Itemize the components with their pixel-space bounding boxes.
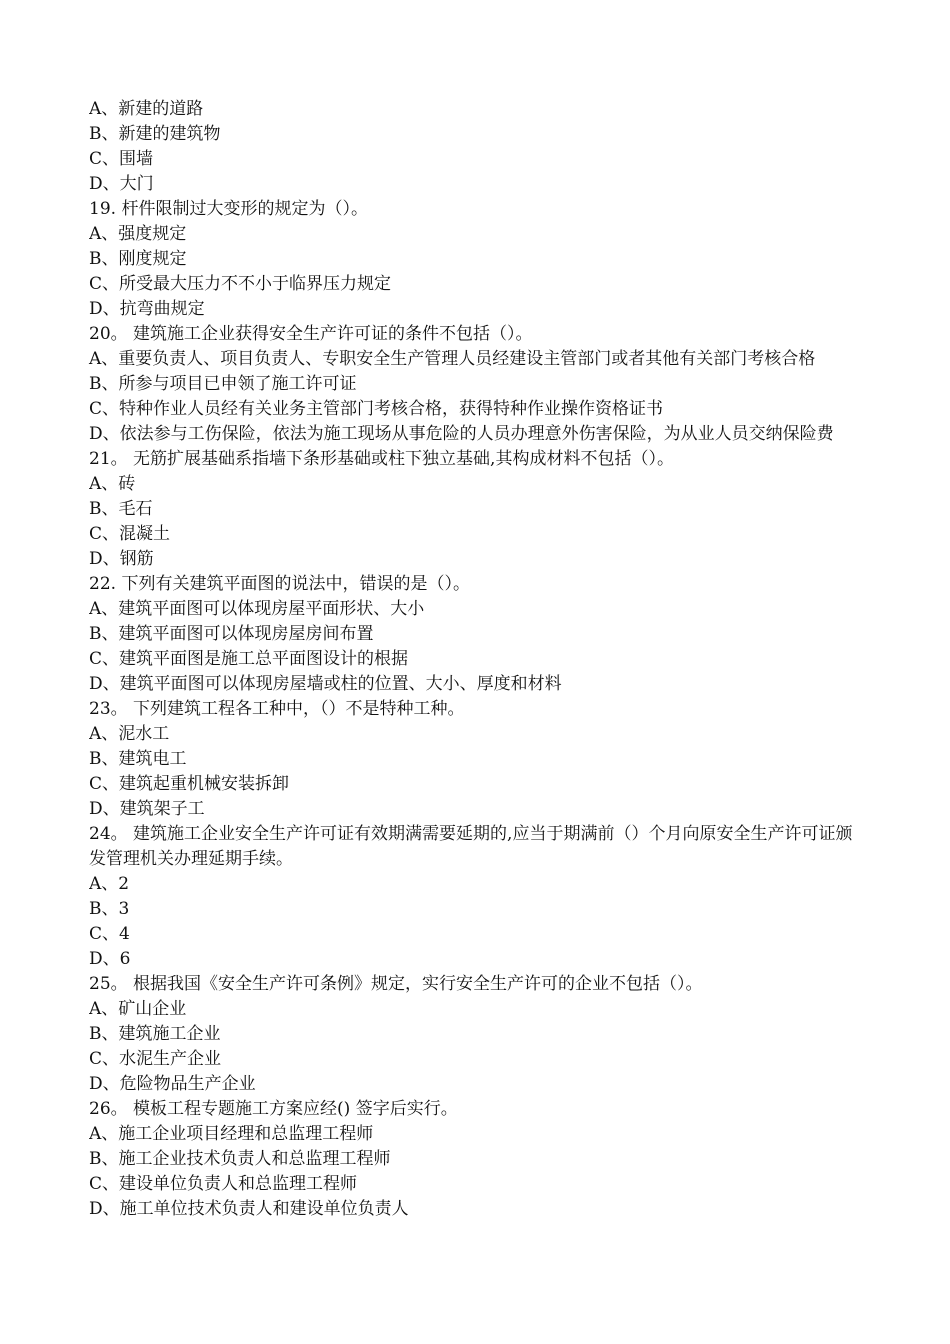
option-line: B、新建的建筑物 <box>89 124 221 144</box>
option-line: B、建筑电工 <box>89 749 187 769</box>
option-line: A、建筑平面图可以体现房屋平面形状、大小 <box>89 599 425 619</box>
question-25: 25。 根据我国《安全生产许可条例》规定，实行安全生产许可的企业不包括（）。 <box>89 974 703 994</box>
option-line: D、施工单位技术负责人和建设单位负责人 <box>89 1199 409 1219</box>
option-line: B、建筑平面图可以体现房屋房间布置 <box>89 624 374 644</box>
question-20: 20。 建筑施工企业获得安全生产许可证的条件不包括（）。 <box>89 324 533 344</box>
question-21: 21。 无筋扩展基础系指墙下条形基础或柱下独立基础,其构成材料不包括（）。 <box>89 449 674 469</box>
option-line: C、所受最大压力不不小于临界压力规定 <box>89 274 392 294</box>
option-line: C、建设单位负责人和总监理工程师 <box>89 1174 358 1194</box>
option-line: D、依法参与工伤保险，依法为施工现场从事危险的人员办理意外伤害保险，为从业人员交纳保险费 <box>89 424 834 444</box>
question-26: 26。 模板工程专题施工方案应经() 签字后实行。 <box>89 1099 458 1119</box>
option-line: C、特种作业人员经有关业务主管部门考核合格，获得特种作业操作资格证书 <box>89 399 664 419</box>
option-line: C、混凝土 <box>89 524 171 544</box>
option-line: C、围墙 <box>89 149 154 169</box>
question-23: 23。 下列建筑工程各工种中，（）不是特种工种。 <box>89 699 465 719</box>
option-line: A、矿山企业 <box>89 999 187 1019</box>
option-line: C、建筑平面图是施工总平面图设计的根据 <box>89 649 409 669</box>
option-line: A、新建的道路 <box>89 99 204 119</box>
question-19: 19. 杆件限制过大变形的规定为（）。 <box>89 199 368 219</box>
option-line: A、泥水工 <box>89 724 170 744</box>
option-line: A、重要负责人、项目负责人、专职安全生产管理人员经建设主管部门或者其他有关部门考核合格 <box>89 349 816 369</box>
document-body <box>89 97 864 1222</box>
option-line: D、建筑架子工 <box>89 799 205 819</box>
option-line: B、毛石 <box>89 499 153 519</box>
option-line: A、砖 <box>89 474 136 494</box>
option-line: D、危险物品生产企业 <box>89 1074 256 1094</box>
option-line: D、钢筋 <box>89 549 154 569</box>
option-line: C、建筑起重机械安装拆卸 <box>89 774 290 794</box>
option-line: B、建筑施工企业 <box>89 1024 221 1044</box>
option-line: D、建筑平面图可以体现房屋墙或柱的位置、大小、厚度和材料 <box>89 674 562 694</box>
option-line: C、水泥生产企业 <box>89 1049 222 1069</box>
option-line: C、4 <box>89 924 130 944</box>
option-line: D、6 <box>89 949 131 969</box>
option-line: A、施工企业项目经理和总监理工程师 <box>89 1124 374 1144</box>
question-22: 22. 下列有关建筑平面图的说法中，错误的是（）。 <box>89 574 470 594</box>
option-line: D、抗弯曲规定 <box>89 299 205 319</box>
option-line: A、强度规定 <box>89 224 187 244</box>
option-line: A、2 <box>89 874 130 894</box>
option-line: B、所参与项目已申领了施工许可证 <box>89 374 357 394</box>
option-line: D、大门 <box>89 174 154 194</box>
option-line: B、刚度规定 <box>89 249 187 269</box>
option-line: B、施工企业技术负责人和总监理工程师 <box>89 1149 391 1169</box>
option-line: B、3 <box>89 899 130 919</box>
question-24: 24。 建筑施工企业安全生产许可证有效期满需要延期的,应当于期满前（）个月向原安全生产许可证颁发管理机关办理延期手续。 <box>89 824 853 869</box>
